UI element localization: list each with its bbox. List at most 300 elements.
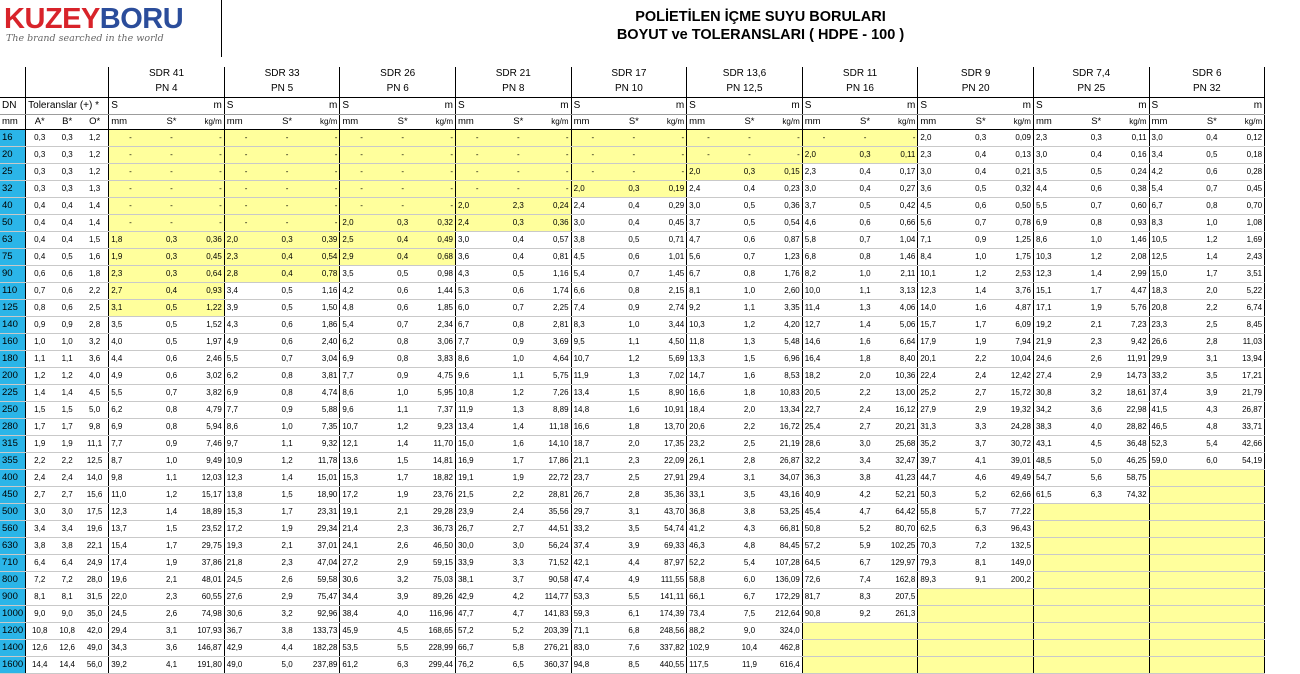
wall-thickness: 13,6 [340, 453, 383, 470]
wall-thickness: 54,7 [1033, 470, 1076, 487]
wall-thickness: 15,1 [1033, 283, 1076, 300]
wall-thickness: 1,9 [109, 249, 152, 266]
weight: 74,32 [1116, 487, 1149, 504]
thickness-tolerance: 5,2 [498, 623, 538, 640]
tolerance-cell: 0,3 [26, 164, 54, 181]
weight: 92,96 [307, 606, 340, 623]
thickness-tolerance: 1,0 [383, 385, 423, 402]
wall-thickness: 7,7 [340, 368, 383, 385]
tolerance-cell: 31,5 [81, 589, 109, 606]
wall-thickness: 5,3 [455, 283, 498, 300]
unit-label: kg/m [769, 115, 802, 130]
wall-thickness: 2,5 [340, 232, 383, 249]
wall-thickness [1033, 589, 1076, 606]
wall-thickness: 9,2 [687, 300, 730, 317]
weight: 0,81 [538, 249, 571, 266]
wall-thickness: 28,6 [802, 436, 845, 453]
weight: 1,45 [654, 266, 687, 283]
wall-thickness: - [571, 130, 614, 147]
thickness-tolerance: 2,1 [383, 504, 423, 521]
weight: 337,82 [654, 640, 687, 657]
tolerance-cell: 2,7 [53, 487, 81, 504]
wall-thickness: 24,1 [340, 538, 383, 555]
weight: 18,82 [422, 470, 455, 487]
thickness-tolerance: 5,4 [1192, 436, 1232, 453]
tolerance-cell: 3,0 [53, 504, 81, 521]
tolerance-cell: 9,0 [53, 606, 81, 623]
tolerance-cell: 28,0 [81, 572, 109, 589]
tolerance-cell: 0,6 [53, 266, 81, 283]
unit-label: kg/m [422, 115, 455, 130]
table-row [0, 266, 1265, 283]
dn-cell: 20 [0, 147, 26, 164]
tolerance-cell: 14,4 [53, 657, 81, 674]
weight: 0,24 [538, 198, 571, 215]
wall-thickness: 3,0 [1033, 147, 1076, 164]
weight: 13,70 [654, 419, 687, 436]
weight: 1,50 [307, 300, 340, 317]
weight: 107,28 [769, 555, 802, 572]
weight: 10,91 [654, 402, 687, 419]
thickness-tolerance: 1,6 [498, 436, 538, 453]
thickness-tolerance: - [498, 164, 538, 181]
wall-thickness: 90,8 [802, 606, 845, 623]
wall-thickness: 21,8 [224, 555, 267, 572]
weight: 80,70 [885, 521, 918, 538]
weight: 90,58 [538, 572, 571, 589]
tolerance-cell: 3,4 [26, 521, 54, 538]
thickness-tolerance: 0,4 [152, 283, 192, 300]
table-row [0, 402, 1265, 419]
thickness-tolerance: 3,1 [1192, 351, 1232, 368]
weight: 182,28 [307, 640, 340, 657]
dn-cell: 450 [0, 487, 26, 504]
col-label-blank [498, 98, 538, 115]
thickness-tolerance: 0,3 [383, 215, 423, 232]
weight [1232, 657, 1265, 674]
thickness-tolerance: 4,9 [614, 572, 654, 589]
thickness-tolerance: 2,0 [845, 368, 885, 385]
thickness-tolerance: 3,8 [267, 623, 307, 640]
thickness-tolerance: - [267, 164, 307, 181]
wall-thickness: 88,2 [687, 623, 730, 640]
thickness-tolerance: 0,5 [614, 232, 654, 249]
unit-label: mm [1149, 115, 1192, 130]
tolerance-cell: 4,0 [81, 368, 109, 385]
dn-cell: 125 [0, 300, 26, 317]
tolerance-cell: 0,3 [53, 130, 81, 147]
thickness-tolerance: 0,7 [498, 300, 538, 317]
thickness-tolerance [1192, 487, 1232, 504]
tolerance-cell: 6,4 [26, 555, 54, 572]
wall-thickness: 50,3 [918, 487, 961, 504]
dn-cell: 800 [0, 572, 26, 589]
wall-thickness: 13,8 [224, 487, 267, 504]
wall-thickness: 8,6 [1033, 232, 1076, 249]
wall-thickness: 26,7 [455, 521, 498, 538]
sdr-header: SDR 9 [918, 67, 1034, 81]
wall-thickness: - [340, 130, 383, 147]
thickness-tolerance: 4,4 [614, 555, 654, 572]
wall-thickness: 4,5 [571, 249, 614, 266]
wall-thickness: - [109, 130, 152, 147]
weight: 8,90 [654, 385, 687, 402]
tolerance-cell: 35,0 [81, 606, 109, 623]
wall-thickness: 34,2 [1033, 402, 1076, 419]
wall-thickness: 6,8 [802, 249, 845, 266]
weight: - [307, 147, 340, 164]
weight: 0,12 [1232, 130, 1265, 147]
weight: 77,22 [1000, 504, 1033, 521]
weight [1232, 640, 1265, 657]
thickness-tolerance: - [152, 164, 192, 181]
table-row [0, 521, 1265, 538]
thickness-tolerance: 0,8 [614, 283, 654, 300]
table-row [0, 470, 1265, 487]
col-label-s: S [455, 98, 498, 115]
thickness-tolerance: 1,9 [267, 521, 307, 538]
weight: - [191, 147, 224, 164]
wall-thickness: 25,4 [802, 419, 845, 436]
thickness-tolerance: 0,6 [267, 317, 307, 334]
wall-thickness: 2,0 [802, 147, 845, 164]
wall-thickness: - [571, 147, 614, 164]
thickness-tolerance: 0,3 [614, 181, 654, 198]
col-label-s: S [802, 98, 845, 115]
thickness-tolerance: 0,4 [614, 215, 654, 232]
thickness-tolerance: 1,6 [730, 368, 770, 385]
tolerance-cell: 10,8 [26, 623, 54, 640]
wall-thickness: 42,9 [224, 640, 267, 657]
weight: 172,29 [769, 589, 802, 606]
thickness-tolerance: 4,1 [961, 453, 1001, 470]
wall-thickness [1149, 606, 1192, 623]
thickness-tolerance: 1,5 [267, 487, 307, 504]
weight: 2,08 [1116, 249, 1149, 266]
thickness-tolerance: 4,6 [961, 470, 1001, 487]
thickness-tolerance: 2,4 [498, 504, 538, 521]
weight [1116, 623, 1149, 640]
thickness-tolerance: 4,1 [152, 657, 192, 674]
wall-thickness: 62,5 [918, 521, 961, 538]
thickness-tolerance: 1,4 [152, 504, 192, 521]
weight: 5,06 [885, 317, 918, 334]
wall-thickness: 39,2 [109, 657, 152, 674]
tolerance-col-label: B* [53, 115, 81, 130]
wall-thickness: - [802, 130, 845, 147]
wall-thickness: 7,1 [918, 232, 961, 249]
wall-thickness: 22,4 [918, 368, 961, 385]
thickness-tolerance: 2,4 [845, 402, 885, 419]
unit-label: mm [1033, 115, 1076, 130]
tolerance-cell: 0,4 [26, 198, 54, 215]
thickness-tolerance: 4,7 [498, 606, 538, 623]
table-row [0, 283, 1265, 300]
tolerance-cell: 56,0 [81, 657, 109, 674]
weight: 75,47 [307, 589, 340, 606]
thickness-tolerance: 3,8 [730, 504, 770, 521]
tolerance-cell: 3,0 [26, 504, 54, 521]
wall-thickness: 17,2 [340, 487, 383, 504]
wall-thickness: 79,3 [918, 555, 961, 572]
thickness-tolerance: 0,8 [267, 368, 307, 385]
weight: 1,97 [191, 334, 224, 351]
thickness-tolerance: 1,8 [614, 419, 654, 436]
weight: 1,46 [1116, 232, 1149, 249]
wall-thickness: 42,9 [455, 589, 498, 606]
thickness-tolerance: 0,4 [730, 181, 770, 198]
thickness-tolerance: 1,0 [1192, 215, 1232, 232]
tolerance-cell: 0,4 [26, 249, 54, 266]
thickness-tolerance: 5,2 [845, 521, 885, 538]
weight: 0,17 [885, 164, 918, 181]
wall-thickness: 12,3 [109, 504, 152, 521]
thickness-tolerance: 0,3 [498, 215, 538, 232]
weight: 48,01 [191, 572, 224, 589]
dn-cell: 900 [0, 589, 26, 606]
wall-thickness [1149, 538, 1192, 555]
weight: 203,39 [538, 623, 571, 640]
wall-thickness: 5,4 [571, 266, 614, 283]
weight: 0,21 [1000, 164, 1033, 181]
weight: 200,2 [1000, 572, 1033, 589]
wall-thickness: 6,0 [455, 300, 498, 317]
weight: 0,39 [307, 232, 340, 249]
thickness-tolerance: 0,6 [152, 368, 192, 385]
dn-cell: 225 [0, 385, 26, 402]
wall-thickness: 27,6 [224, 589, 267, 606]
tolerance-col-label: O* [81, 115, 109, 130]
wall-thickness: 11,8 [687, 334, 730, 351]
wall-thickness [1033, 640, 1076, 657]
tolerance-header: Toleranslar (+) * [26, 98, 109, 115]
weight: 27,91 [654, 470, 687, 487]
wall-thickness: 6,6 [571, 283, 614, 300]
wall-thickness: 2,0 [687, 164, 730, 181]
weight: 4,87 [1000, 300, 1033, 317]
weight: 0,45 [191, 249, 224, 266]
wall-thickness: 4,2 [340, 283, 383, 300]
wall-thickness: 24,6 [1033, 351, 1076, 368]
weight: 462,8 [769, 640, 802, 657]
thickness-tolerance: 0,4 [1076, 147, 1116, 164]
weight: 17,21 [1232, 368, 1265, 385]
weight: 34,07 [769, 470, 802, 487]
thickness-tolerance: 6,0 [730, 572, 770, 589]
weight: 23,52 [191, 521, 224, 538]
wall-thickness: 52,3 [1149, 436, 1192, 453]
wall-thickness: 29,9 [1149, 351, 1192, 368]
wall-thickness: 55,8 [918, 504, 961, 521]
weight: 3,76 [1000, 283, 1033, 300]
wall-thickness: 17,4 [109, 555, 152, 572]
wall-thickness: - [571, 164, 614, 181]
tolerance-cell: 9,0 [26, 606, 54, 623]
thickness-tolerance: 3,6 [152, 640, 192, 657]
weight: 1,46 [885, 249, 918, 266]
thickness-tolerance: 0,3 [730, 164, 770, 181]
wall-thickness: 7,7 [109, 436, 152, 453]
col-label-m: m [538, 98, 571, 115]
thickness-tolerance: 0,6 [498, 283, 538, 300]
wall-thickness: 11,9 [455, 402, 498, 419]
table-row [0, 487, 1265, 504]
thickness-tolerance: 0,6 [961, 198, 1001, 215]
wall-thickness: 3,5 [340, 266, 383, 283]
thickness-tolerance: 0,5 [152, 334, 192, 351]
thickness-tolerance: 1,4 [383, 436, 423, 453]
weight: 116,96 [422, 606, 455, 623]
tolerance-cell: 0,4 [26, 232, 54, 249]
weight [1232, 504, 1265, 521]
thickness-tolerance [1076, 606, 1116, 623]
thickness-tolerance: 2,7 [845, 419, 885, 436]
wall-thickness [1033, 538, 1076, 555]
col-label-blank [383, 98, 423, 115]
thickness-tolerance: 3,7 [961, 436, 1001, 453]
wall-thickness: 9,6 [340, 402, 383, 419]
weight: 261,3 [885, 606, 918, 623]
weight: 2,53 [1000, 266, 1033, 283]
thickness-tolerance: 0,7 [845, 232, 885, 249]
wall-thickness: 18,3 [1149, 283, 1192, 300]
weight: 47,04 [307, 555, 340, 572]
unit-label: mm [571, 115, 614, 130]
weight: 0,57 [538, 232, 571, 249]
wall-thickness: - [109, 215, 152, 232]
weight: 29,75 [191, 538, 224, 555]
wall-thickness: 19,2 [1033, 317, 1076, 334]
wall-thickness [802, 640, 845, 657]
weight: 4,75 [422, 368, 455, 385]
weight: 1,01 [654, 249, 687, 266]
tolerance-cell: 3,6 [81, 351, 109, 368]
wall-thickness: 5,5 [109, 385, 152, 402]
weight: 0,19 [654, 181, 687, 198]
unit-label: S* [1076, 115, 1116, 130]
thickness-tolerance: 2,2 [961, 351, 1001, 368]
tolerance-cell: 1,4 [53, 385, 81, 402]
dn-cell: 1200 [0, 623, 26, 640]
col-label-m: m [885, 98, 918, 115]
wall-thickness: 102,9 [687, 640, 730, 657]
col-label-s: S [1149, 98, 1192, 115]
wall-thickness: 39,7 [918, 453, 961, 470]
weight: 0,78 [1000, 215, 1033, 232]
wall-thickness: 23,7 [571, 470, 614, 487]
wall-thickness: 33,1 [687, 487, 730, 504]
weight [1116, 521, 1149, 538]
wall-thickness: 70,3 [918, 538, 961, 555]
tolerance-cell: 7,2 [53, 572, 81, 589]
weight: 4,64 [538, 351, 571, 368]
thickness-tolerance: 0,6 [845, 215, 885, 232]
wall-thickness: 29,4 [109, 623, 152, 640]
thickness-tolerance: 0,7 [961, 215, 1001, 232]
weight: 2,25 [538, 300, 571, 317]
weight: 43,70 [654, 504, 687, 521]
tolerance-cell: 0,3 [53, 181, 81, 198]
thickness-tolerance: 1,8 [845, 351, 885, 368]
thickness-tolerance: 1,7 [152, 538, 192, 555]
wall-thickness: - [224, 215, 267, 232]
thickness-tolerance: 0,4 [845, 181, 885, 198]
sdr-header: SDR 17 [571, 67, 687, 81]
thickness-tolerance: 2,8 [1192, 334, 1232, 351]
weight: 3,51 [1232, 266, 1265, 283]
thickness-tolerance: 2,3 [614, 453, 654, 470]
header-blank [0, 81, 26, 98]
dn-cell: 32 [0, 181, 26, 198]
thickness-tolerance: 6,7 [845, 555, 885, 572]
wall-thickness: 94,8 [571, 657, 614, 674]
wall-thickness: 13,7 [109, 521, 152, 538]
wall-thickness: 5,4 [340, 317, 383, 334]
dn-cell: 315 [0, 436, 26, 453]
thickness-tolerance: 6,1 [614, 606, 654, 623]
weight: 0,66 [885, 215, 918, 232]
wall-thickness: 8,2 [802, 266, 845, 283]
wall-thickness: 4,6 [802, 215, 845, 232]
thickness-tolerance: 0,9 [152, 436, 192, 453]
unit-label: kg/m [1232, 115, 1265, 130]
wall-thickness: 2,0 [571, 181, 614, 198]
unit-label: mm [224, 115, 267, 130]
wall-thickness: 27,9 [918, 402, 961, 419]
weight: 10,83 [769, 385, 802, 402]
weight: 0,98 [422, 266, 455, 283]
wall-thickness: - [224, 164, 267, 181]
wall-thickness: 13,4 [455, 419, 498, 436]
weight: 0,60 [1116, 198, 1149, 215]
weight: 10,04 [1000, 351, 1033, 368]
weight: 2,40 [307, 334, 340, 351]
weight: 7,23 [1116, 317, 1149, 334]
tolerance-cell: 7,2 [26, 572, 54, 589]
thickness-tolerance: 5,8 [498, 640, 538, 657]
weight: 14,81 [422, 453, 455, 470]
dimension-table [0, 67, 1265, 674]
wall-thickness: 44,7 [918, 470, 961, 487]
weight: 3,82 [191, 385, 224, 402]
thickness-tolerance: 2,6 [1076, 351, 1116, 368]
weight: 62,66 [1000, 487, 1033, 504]
weight: 1,22 [191, 300, 224, 317]
thickness-tolerance: 0,7 [383, 317, 423, 334]
tolerance-cell: 0,5 [53, 249, 81, 266]
weight: 5,22 [1232, 283, 1265, 300]
weight [885, 640, 918, 657]
thickness-tolerance: 8,3 [845, 589, 885, 606]
thickness-tolerance: 5,6 [1076, 470, 1116, 487]
wall-thickness: 19,3 [224, 538, 267, 555]
thickness-tolerance: 2,5 [1192, 317, 1232, 334]
weight: - [307, 198, 340, 215]
weight [1232, 470, 1265, 487]
thickness-tolerance [961, 589, 1001, 606]
wall-thickness [1149, 657, 1192, 674]
wall-thickness: 61,5 [1033, 487, 1076, 504]
wall-thickness: 3,4 [224, 283, 267, 300]
weight: 2,43 [1232, 249, 1265, 266]
col-label-blank [730, 98, 770, 115]
weight: 5,69 [654, 351, 687, 368]
thickness-tolerance: - [267, 130, 307, 147]
tolerance-cell: 22,1 [81, 538, 109, 555]
table-row [0, 317, 1265, 334]
dn-cell: 160 [0, 334, 26, 351]
weight: 0,36 [769, 198, 802, 215]
